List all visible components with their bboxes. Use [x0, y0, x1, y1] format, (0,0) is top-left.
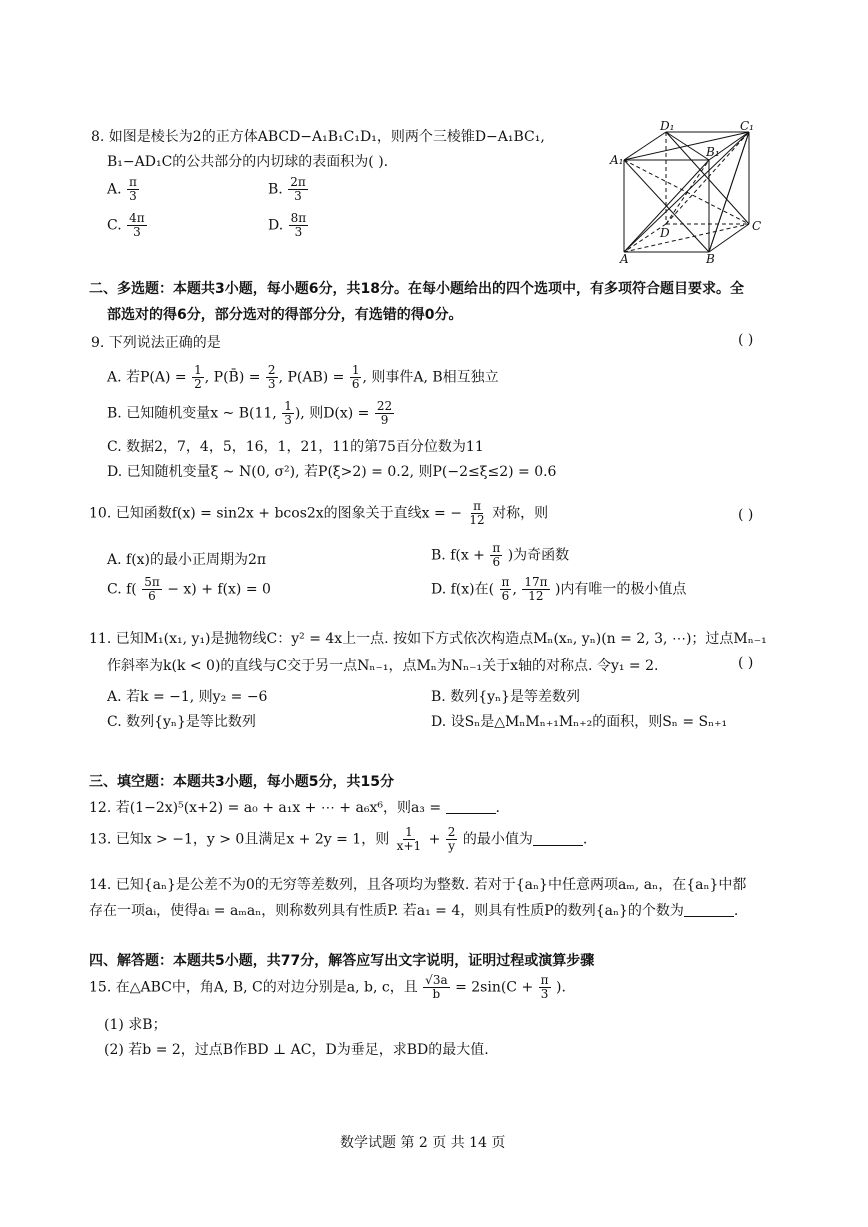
- q10-option-a: A. f(x)的最小正周期为2π: [107, 552, 267, 568]
- label-a1: A₁: [610, 153, 624, 167]
- q11-option-b: B. 数列{yₙ}是等差数列: [431, 689, 580, 705]
- section4-heading: 四、解答题：本题共5小题，共77分，解答应写出文字说明，证明过程或演算步骤: [89, 953, 595, 969]
- q10-option-c: C. f( $\frac{5\pi}{6}$ − x) + f(x) = 0: [107, 575, 271, 603]
- q10-option-b: B. f(x + $\frac{\pi}{6}$ )为奇函数: [431, 541, 570, 569]
- label-c: C: [752, 219, 762, 233]
- q12: 12. 若(1−2x)⁵(x+2) = a₀ + a₁x + ⋯ + a₆x⁶，则a₃ = .: [89, 800, 500, 816]
- page-footer: 数学试题 第 2 页 共 14 页: [340, 1135, 506, 1151]
- label-b1: B₁: [706, 145, 720, 159]
- q10-answer-paren: ( ): [738, 507, 754, 523]
- q9-answer-paren: ( ): [738, 332, 754, 348]
- q8-option-c: C. $\frac{4\pi}{3}$: [107, 211, 145, 239]
- q9-option-d: D. 已知随机变量ξ ~ N(0, σ²), 若P(ξ>2) = 0.2, 则P(−2≤ξ≤2) = 0.6: [107, 464, 557, 480]
- q11-line1: 11. 已知M₁(x₁, y₁)是抛物线C：y² = 4x上一点. 按如下方式依次构造点Mₙ(xₙ, yₙ)(n = 2, 3, ⋯)；过点Mₙ₋₁: [89, 631, 767, 647]
- q14-line2: 存在一项aᵢ，使得aᵢ = aₘaₙ，则称数列具有性质P. 若a₁ = 4，则具有性质P的数列{aₙ}的个数为 .: [89, 903, 739, 919]
- q15-part2: (2) 若b = 2，过点B作BD ⊥ AC，D为垂足，求BD的最大值.: [104, 1042, 489, 1058]
- q14-answer-blank[interactable]: [684, 916, 734, 917]
- q11-option-d: D. 设Sₙ是△MₙMₙ₊₁Mₙ₊₂的面积，则Sₙ = Sₙ₊₁: [431, 714, 728, 730]
- section2-heading-line1: 二、多选题：本题共3小题，每小题6分，共18分。在每小题给出的四个选项中，有多项符合题目要求。全: [89, 281, 744, 297]
- cube-figure: [604, 120, 774, 265]
- q11-answer-paren: ( ): [738, 655, 754, 671]
- label-d1: D₁: [660, 120, 675, 133]
- q9-option-a: A. 若P(A) = $\frac{1}{2}$ , P(B̄) = $\frac{2}{3}$ , P(AB) = $\frac{1}{6}$ , 则事件A, B相互独立: [107, 363, 499, 391]
- label-a: A: [620, 252, 629, 265]
- q8-option-a: A. $\frac{\pi}{3}$: [107, 175, 137, 203]
- section3-heading: 三、填空题：本题共3小题，每小题5分，共15分: [89, 774, 394, 790]
- label-b: B: [706, 252, 715, 265]
- q10-stem: 10. 已知函数f(x) = sin2x + bcos2x的图象关于直线x = − $\frac{\pi}{12}$ 对称，则: [89, 499, 549, 527]
- q9-stem: 9. 下列说法正确的是: [91, 335, 221, 351]
- q13: 13. 已知x > −1，y > 0且满足x + 2y = 1，则 $\frac{1}{x+1}$ + $\frac{2}{y}$ 的最小值为 .: [89, 825, 588, 853]
- q8-option-d: D. $\frac{8\pi}{3}$: [268, 211, 307, 239]
- q15-stem: 15. 在△ABC中，角A, B, C的对边分别是a, b, c，且 $\frac{√3a}{b}$ = 2sin(C + $\frac{\pi}{3}$ ).: [89, 973, 566, 1001]
- q15-part1: (1) 求B；: [104, 1017, 167, 1033]
- q12-answer-blank[interactable]: [446, 813, 496, 814]
- q14-line1: 14. 已知{aₙ}是公差不为0的无穷等差数列，且各项均为整数. 若对于{aₙ}中任意两项aₘ, aₙ，在{aₙ}中都: [89, 877, 747, 893]
- q11-option-c: C. 数列{yₙ}是等比数列: [107, 714, 256, 730]
- q8-line1: 8. 如图是棱长为2的正方体ABCD−A₁B₁C₁D₁，则两个三棱锥D−A₁BC₁,: [91, 129, 545, 145]
- q13-answer-blank[interactable]: [533, 845, 583, 846]
- q8-line2: B₁−AD₁C的公共部分的内切球的表面积为( ).: [107, 154, 389, 170]
- q8-option-b: B. $\frac{2\pi}{3}$: [268, 175, 306, 203]
- q11-option-a: A. 若k = −1, 则y₂ = −6: [107, 689, 268, 705]
- q9-option-c: C. 数据2，7，4，5，16，1，21，11的第75百分位数为11: [107, 439, 484, 455]
- q10-option-d: D. f(x)在( $\frac{\pi}{6}$ , $\frac{17\pi}{12}$ )内有唯一的极小值点: [431, 575, 687, 603]
- label-c1: C₁: [740, 120, 754, 133]
- q9-option-b: B. 已知随机变量x ~ B(11, $\frac{1}{3}$ ), 则D(x) = $\frac{22}{9}$: [107, 399, 393, 427]
- label-d: D: [660, 226, 670, 240]
- q11-line2: 作斜率为k(k < 0)的直线与C交于另一点Nₙ₋₁，点Mₙ为Nₙ₋₁关于x轴的对称点. 令y₁ = 2.: [107, 658, 659, 674]
- section2-heading-line2: 部选对的得6分，部分选对的得部分分，有选错的得0分。: [107, 307, 463, 323]
